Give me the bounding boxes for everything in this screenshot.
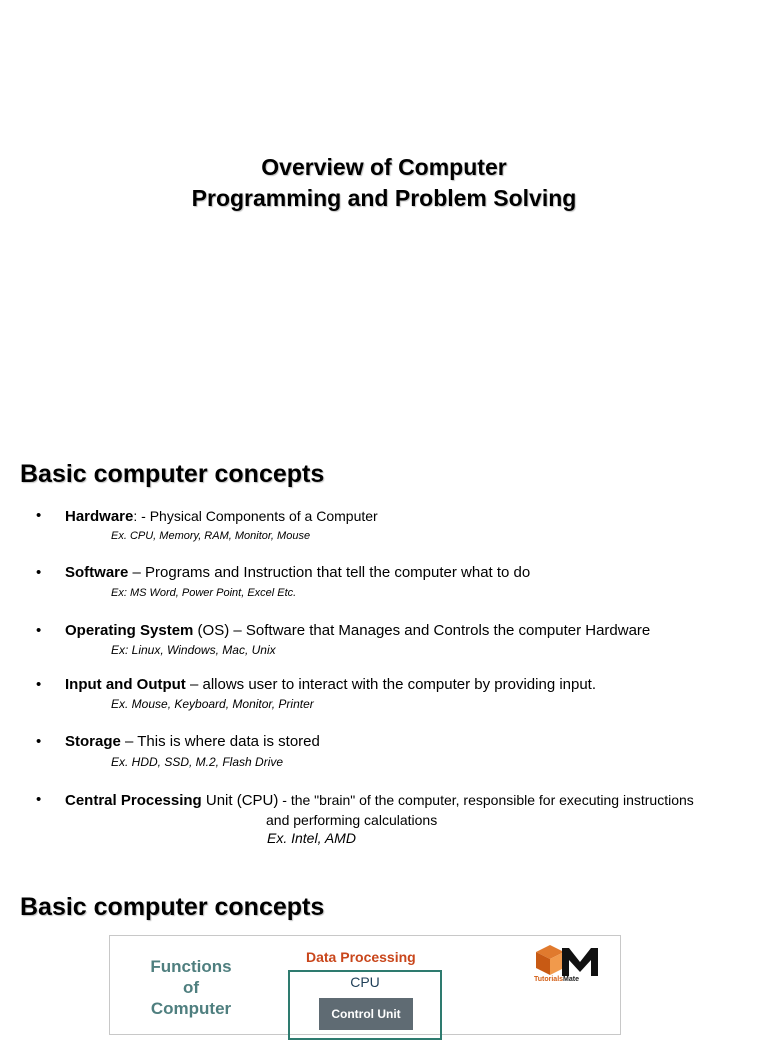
bullet-cpu <box>36 791 746 851</box>
term-software: Software <box>65 564 129 581</box>
term-hardware: Hardware <box>65 508 134 525</box>
example-io: Ex. Mouse, Keyboard, Monitor, Printer <box>111 697 314 711</box>
cpu-label: CPU <box>350 974 380 990</box>
term-storage: Storage <box>65 733 121 750</box>
logo-icon <box>534 944 600 978</box>
bullet-dot: • <box>36 507 42 524</box>
data-processing-label: Data Processing <box>306 949 416 965</box>
bullet-dot: • <box>36 564 42 581</box>
functions-diagram <box>109 935 621 1035</box>
functions-line-2: of <box>182 978 200 997</box>
desc-io: – allows user to interact with the computer by providing input. <box>185 676 597 693</box>
title-line-2: Programming and Problem Solving <box>191 185 577 211</box>
example-storage: Ex. HDD, SSD, M.2, Flash Drive <box>111 755 284 769</box>
functions-label <box>136 956 246 1019</box>
desc-os: (OS) – Software that Manages and Controls the computer Hardware <box>193 622 651 639</box>
title-line-1: Overview of Computer <box>261 154 507 180</box>
functions-line-3: Computer <box>150 999 232 1018</box>
desc-cpu-cont: and performing calculations <box>266 812 438 828</box>
page-title <box>0 152 768 214</box>
control-unit-box: Control Unit <box>319 998 413 1030</box>
desc-cpu: - the "brain" of the computer, responsible for executing instructions <box>278 792 694 808</box>
example-software: Ex: MS Word, Power Point, Excel Etc. <box>111 587 297 599</box>
section-heading-2: Basic computer concepts <box>20 893 325 921</box>
functions-line-1: Functions <box>150 957 232 976</box>
example-os: Ex: Linux, Windows, Mac, Unix <box>111 643 276 657</box>
term-os: Operating System <box>65 622 194 639</box>
bullet-dot: • <box>36 733 42 750</box>
bullet-dot: • <box>36 622 42 639</box>
desc-hardware: : - Physical Components of a Computer <box>133 508 378 524</box>
term-cpu-rest: Unit (CPU) <box>201 792 279 809</box>
tutorialsmate-logo <box>534 944 600 988</box>
desc-software: – Programs and Instruction that tell the computer what to do <box>128 564 531 581</box>
section-heading-1: Basic computer concepts <box>20 460 325 488</box>
bullet-dot: • <box>36 791 42 808</box>
bullet-dot: • <box>36 676 42 693</box>
cpu-box <box>288 970 442 1040</box>
term-cpu: Central Processing <box>65 792 202 809</box>
example-cpu: Ex. Intel, AMD <box>267 830 356 846</box>
logo-text: TutorialsMate <box>534 976 579 983</box>
example-hardware: Ex. CPU, Memory, RAM, Monitor, Mouse <box>111 530 311 542</box>
term-io: Input and Output <box>65 676 186 693</box>
desc-storage: – This is where data is stored <box>120 733 320 750</box>
